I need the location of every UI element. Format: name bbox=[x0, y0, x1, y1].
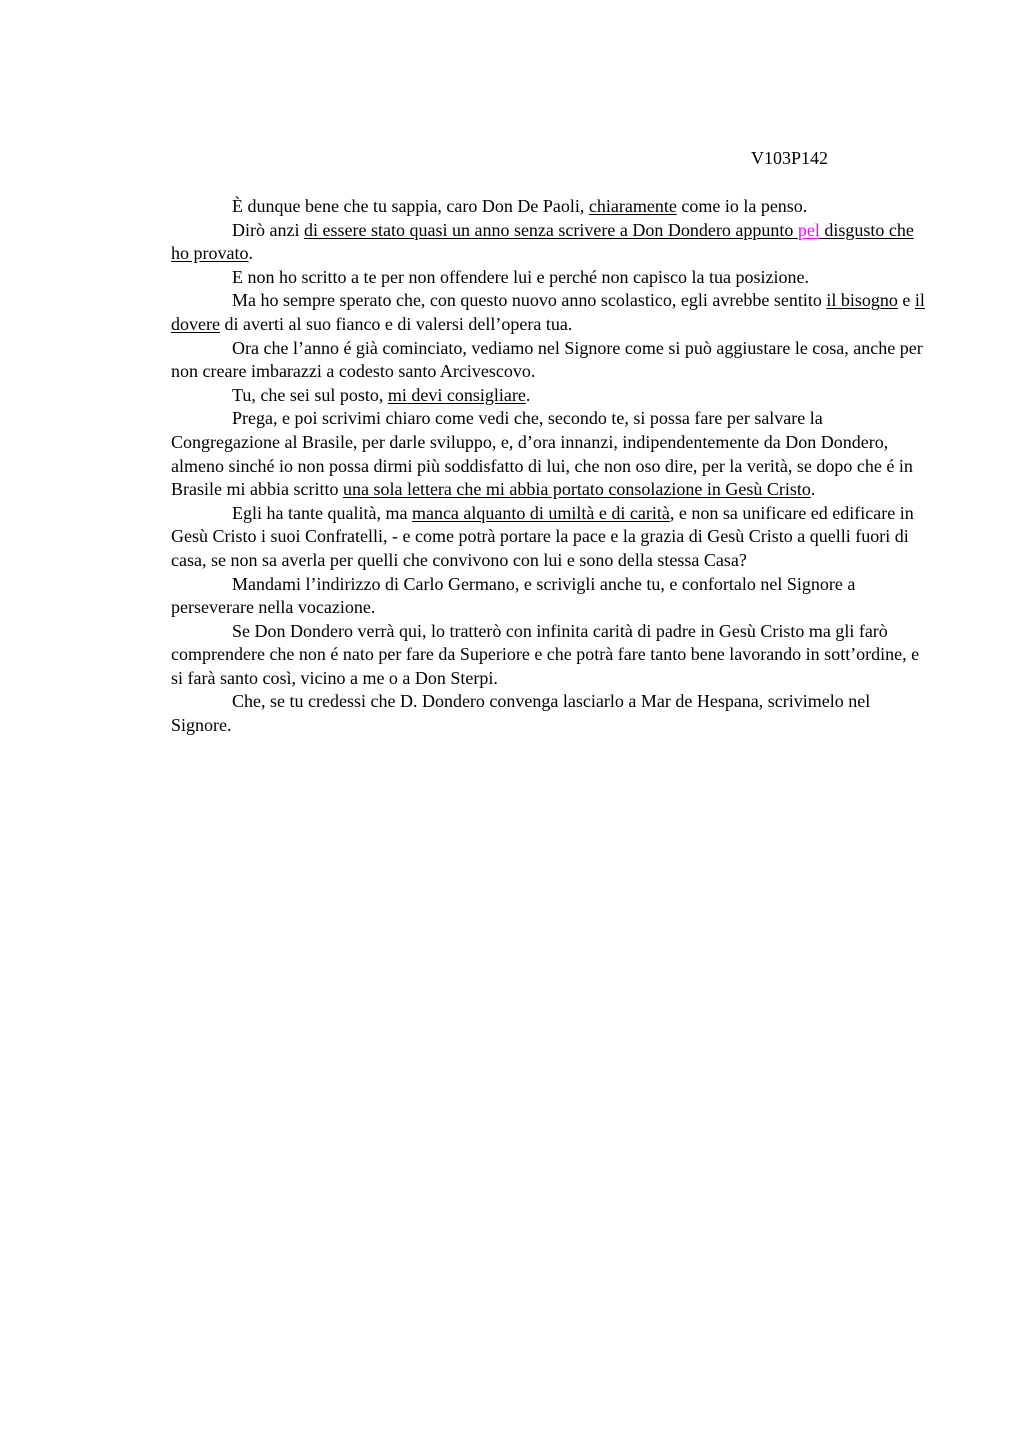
letter-paragraph bbox=[171, 337, 933, 384]
letter-paragraph bbox=[171, 407, 933, 501]
letter-paragraph bbox=[171, 289, 933, 336]
letter-paragraph bbox=[171, 502, 933, 573]
highlighted-text: pel bbox=[797, 219, 820, 240]
underlined-text: il bisogno bbox=[826, 290, 898, 311]
text-segment: . bbox=[810, 479, 816, 500]
text-segment: Che, se tu credessi che D. Dondero convenga lasciarlo a Mar de Hespana, scrivimelo nel Signore. bbox=[171, 691, 871, 736]
text-segment: Ma ho sempre sperato che, con questo nuovo anno scolastico, egli avrebbe sentito bbox=[232, 290, 827, 311]
underlined-text: disgusto che ho provato bbox=[171, 219, 914, 264]
underlined-text: una sola lettera che mi abbia portato consolazione in Gesù Cristo bbox=[342, 479, 811, 500]
text-segment: Ora che l’anno é già cominciato, vediamo nel Signore come si può aggiustare le cosa, anche per non creare imbarazzi a codesto santo Arcivescovo. bbox=[171, 337, 923, 382]
text-segment: Egli ha tante qualità, ma bbox=[232, 502, 412, 523]
letter-paragraph bbox=[171, 690, 933, 737]
underlined-text: mi devi consigliare bbox=[387, 384, 526, 405]
text-segment: Prega, e poi scrivimi chiaro come vedi che, secondo te, si possa fare per salvare la Congregazione al Brasile, per darle sviluppo, e, d’ora innanzi, indipendentemente da Don Dondero, almeno sinché io non possa dirmi più soddisfatto di lui, che non oso dire, per la verità, se dopo che é in Brasile mi abbia scritto bbox=[171, 408, 913, 500]
underlined-text: il dovere bbox=[171, 290, 925, 334]
letter-body bbox=[171, 195, 933, 738]
underlined-text: manca alquanto di umiltà e di carità bbox=[411, 502, 670, 523]
text-segment: E non ho scritto a te per non offendere lui e perché non capisco la tua posizione. bbox=[232, 266, 809, 287]
text-segment: Tu, che sei sul posto, bbox=[232, 384, 388, 405]
text-segment: di averti al suo fianco e di valersi dell’opera tua. bbox=[219, 313, 573, 334]
underlined-text: chiaramente bbox=[588, 196, 677, 216]
letter-paragraph bbox=[171, 620, 933, 691]
text-segment: come io la penso. bbox=[676, 196, 808, 216]
text-segment: e bbox=[897, 290, 915, 311]
letter-paragraph bbox=[171, 573, 933, 620]
text-segment: È dunque bene che tu sappia, caro Don De Paoli, bbox=[232, 196, 589, 216]
letter-paragraph bbox=[171, 219, 933, 266]
text-segment: Dirò anzi bbox=[232, 219, 304, 240]
text-segment: , e non sa unificare ed edificare in Gesù Cristo i suoi Confratelli, - e come potrà portare la pace e la grazia di Gesù Cristo a quelli fuori di casa, se non sa averla per quelli che convivono con lui e sono della stessa Casa? bbox=[171, 502, 914, 570]
letter-paragraph bbox=[171, 195, 933, 219]
letter-paragraph bbox=[171, 266, 933, 290]
text-segment: . bbox=[525, 384, 531, 405]
text-segment: Se Don Dondero verrà qui, lo tratterò con infinita carità di padre in Gesù Cristo ma gli farò comprendere che non é nato per fare da Superiore e che potrà fare tanto bene lavorando in sott’ordine, e si farà santo così, vicino a me o a Don Sterpi. bbox=[171, 620, 920, 688]
text-segment: . bbox=[248, 243, 253, 264]
letter-paragraph bbox=[171, 384, 933, 408]
underlined-text: di essere stato quasi un anno senza scrivere a Don Dondero appunto bbox=[303, 219, 798, 240]
page-id: V103P142 bbox=[751, 148, 829, 168]
text-segment: Mandami l’indirizzo di Carlo Germano, e scrivigli anche tu, e confortalo nel Signore a perseverare nella vocazione. bbox=[171, 573, 856, 618]
